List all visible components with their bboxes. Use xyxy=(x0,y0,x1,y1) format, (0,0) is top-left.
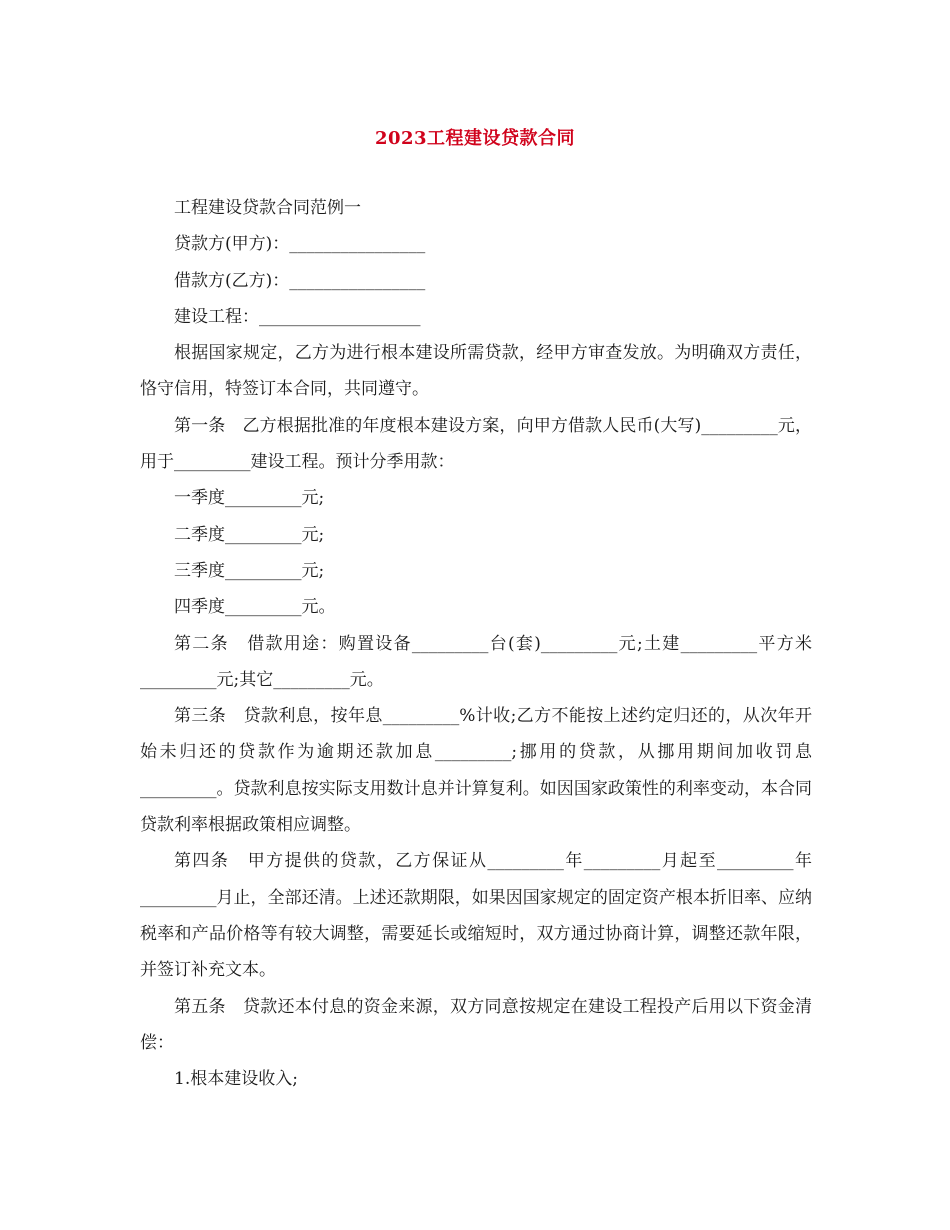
borrower-field: 借款方(乙方)：________________ xyxy=(174,270,426,291)
article-5-paragraph: 第五条 贷款还本付息的资金来源，双方同意按规定在建设工程投产后用以下资金清偿： xyxy=(140,996,812,1053)
article-3-paragraph: 第三条 贷款利息，按年息_________%计收;乙方不能按上述约定归还的，从次年开始未归还的贷款作为逾期还款加息_________;挪用的贷款，从挪用期间加收罚息_________。贷款利息按实际支用数计息并计算复利。如因国家政策性的利率变动，本合同贷款利率根据政策相应调整。 xyxy=(140,706,812,836)
quarter-1-line: 一季度_________元; xyxy=(174,488,325,509)
article-4-paragraph: 第四条 甲方提供的贷款，乙方保证从_________年_________月起至_________年_________月止，全部还清。上述还款期限，如果因国家规定的固定资产根本折旧率、应纳税率和产品价格等有较大调整，需要延长或缩短时，双方通过协商计算，调整还款年限，并签订补充文本。 xyxy=(140,851,812,981)
document-title: 2023工程建设贷款合同 xyxy=(374,128,576,149)
article-2-paragraph: 第二条 借款用途：购置设备_________台(套)_________元;土建_________平方米_________元;其它_________元。 xyxy=(140,633,812,690)
preamble-paragraph: 根据国家规定，乙方为进行根本建设所需贷款，经甲方审查发放。为明确双方责任，恪守信用，特签订本合同，共同遵守。 xyxy=(140,343,812,400)
subtitle-paragraph: 工程建设贷款合同范例一 xyxy=(174,198,361,218)
document-body xyxy=(140,190,812,1097)
project-field: 建设工程：___________________ xyxy=(174,306,421,327)
quarter-4-line: 四季度_________元。 xyxy=(174,597,336,618)
article-1-paragraph: 第一条 乙方根据批准的年度根本建设方案，向甲方借款人民币(大写)_________元，用于_________建设工程。预计分季用款： xyxy=(140,415,812,473)
quarter-2-line: 二季度_________元; xyxy=(174,524,325,545)
list-item-1: 1.根本建设收入; xyxy=(174,1069,298,1090)
lender-field: 贷款方(甲方)：________________ xyxy=(174,234,426,255)
quarter-3-line: 三季度_________元; xyxy=(174,560,325,581)
